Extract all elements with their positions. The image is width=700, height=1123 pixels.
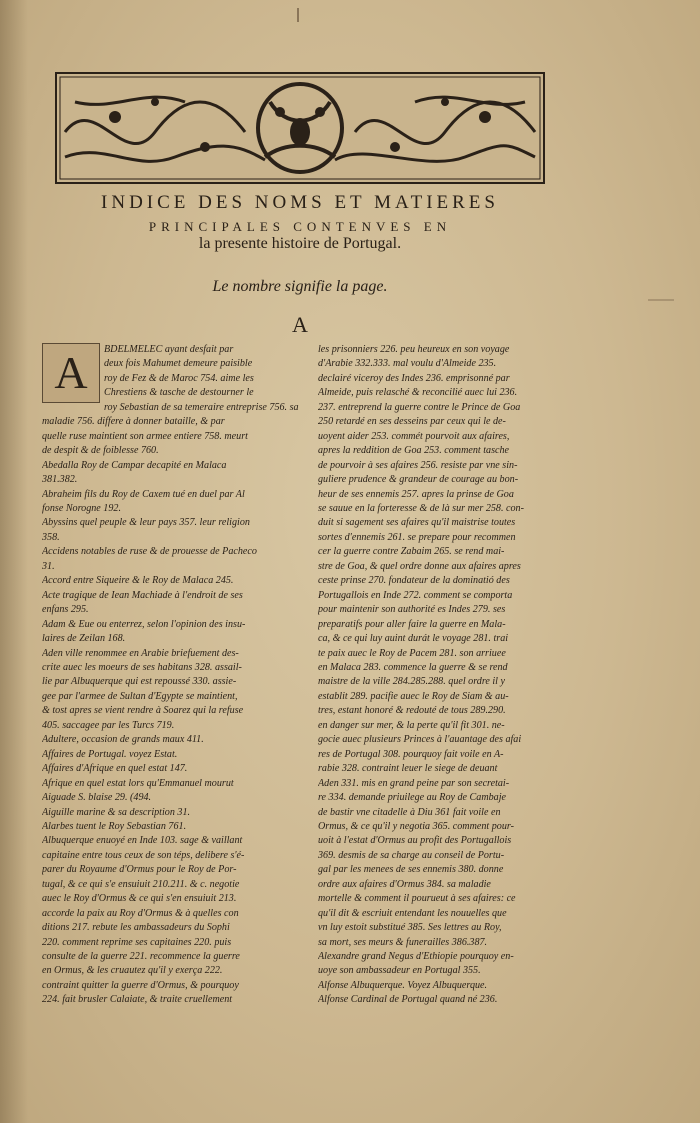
index-line: contraint quitter la guerre d'Ormus, & pourquoy [42, 979, 239, 991]
index-line: Affaires de Portugal. voyez Estat. [42, 748, 178, 760]
index-line: heur de ses ennemis 257. apres la prinse de Goa [318, 488, 514, 500]
index-line: gal par les menees de ses ennemis 380. donne [318, 864, 504, 876]
index-line: BDELMELEC ayant desfait par [104, 344, 234, 355]
index-line: laires de Zeilan 168. [42, 633, 126, 645]
index-line: 250 retardé en ses desseins par ceux qui le de- [318, 416, 506, 428]
index-line: de despit & de foiblesse 760. [42, 445, 159, 457]
index-line: Aden ville renommee en Arabie briefuement des- [42, 647, 239, 659]
index-line: les prisonniers 226. peu heureux en son voyage [318, 344, 510, 355]
page-gutter-shadow [0, 0, 28, 1123]
index-line: gocie auec plusieurs Princes à l'auantage des afai [318, 734, 522, 746]
index-line: Ormus, & ce qu'il y negotia 365. comment pour- [318, 820, 514, 832]
index-line: deux fois Mahumet demeure paisible [104, 358, 253, 370]
index-line: auec le Roy d'Ormus & ce qui s'en ensuiuit 213. [42, 893, 237, 905]
index-subtitle: Le nombre signifie la page. [212, 278, 388, 295]
index-line: Alexandre grand Negus d'Ethiopie pourquoy en- [318, 951, 514, 963]
index-line: sortes d'ennemis 261. se prepare pour recommen [318, 531, 516, 543]
index-line: pour maintenir son authorité es Indes 279. ses [318, 604, 506, 616]
index-column-right [318, 343, 570, 1008]
index-line: 31. [42, 560, 55, 572]
index-line: roy de Fez & de Maroc 754. aime les [104, 372, 254, 384]
index-line: ca, & ce qui luy auint durát le voyage 281. trai [318, 633, 509, 645]
index-line: Afrique en quel estat lors qu'Emmanuel mourut [42, 777, 234, 789]
index-line: 220. comment reprime ses capitaines 220. puis [42, 936, 232, 948]
index-line: ditions 217. rebute les ambassadeurs du Sophi [42, 922, 230, 934]
index-line: accorde la paix au Roy d'Ormus & à quelles con [42, 907, 239, 919]
index-line: quelle ruse maintient son armee entiere 758. meurt [42, 430, 248, 442]
index-title-line2: PRINCIPALES CONTENVES EN [148, 219, 452, 234]
index-line: uoyent aider 253. commét pourvoit aux afaires, [318, 430, 510, 442]
index-line: d'Arabie 332.333. mal voulu d'Almeide 235. [318, 358, 497, 370]
index-line: tugal, & ce qui s'e ensuiuit 210.211. & c. negotie [42, 878, 240, 890]
index-line: Affaires d'Afrique en quel estat 147. [42, 763, 188, 775]
index-line: de pourvoir à ses afaires 256. resiste par vne sin- [318, 459, 518, 471]
index-line: preparatifs pour aller faire la guerre en Mala- [318, 618, 506, 630]
index-line: rabie 328. contraint leuer le siege de deuant [318, 763, 498, 775]
index-line: Alfonse Albuquerque. Voyez Albuquerque. [318, 979, 488, 991]
index-line: maistre de la ville 284.285.288. quel ordre il y [318, 676, 505, 688]
index-line: Aden 331. mis en grand peine par son secretai- [318, 777, 510, 789]
pin-mark [648, 296, 674, 304]
index-line: Portugallois en Inde 272. comment se comporta [318, 589, 513, 601]
index-line: maladie 756. differe à donner bataille, & par [42, 416, 225, 428]
index-line: mortelle & comment il pourueut à ses afaires: ce [318, 893, 516, 905]
index-line: Abedalla Roy de Campar decapité en Malaca [42, 459, 227, 471]
index-line: ceste prinse 270. fondateur de la dominatió des [318, 575, 510, 587]
index-line: stre de Goa, & quel ordre donne aux afaires apres [318, 560, 521, 572]
index-line: Abyssins quel peuple & leur pays 357. leur religion [42, 517, 250, 529]
index-line: Acte tragique de Iean Machiade à l'endroit de ses [42, 589, 243, 601]
index-line: crite auec les moeurs de ses habitans 328. assail- [42, 661, 242, 673]
index-line: qu'il dit & escriuit entendant les nouuelles que [318, 907, 507, 919]
index-line: consulte de la guerre 221. recommence la guerre [42, 951, 240, 963]
ornamental-headpiece [55, 72, 545, 184]
index-title: INDICE DES NOMS ET MATIERES [101, 192, 499, 213]
index-line: parer du Royaume d'Ormus pour le Roy de Por- [42, 864, 237, 876]
index-title-line3: la presente histoire de Portugal. [198, 235, 402, 252]
index-line: re 334. demande priuilege au Roy de Cambaje [318, 792, 507, 804]
index-line: establit 289. pacifie auec le Roy de Siam & au- [318, 690, 509, 702]
index-line: & tost apres se vient rendre à Soarez qui la refuse [42, 705, 244, 717]
index-line: de bastir vne citadelle à Diu 361 fait voile en [318, 806, 501, 818]
index-line: 369. desmis de sa charge au conseil de Portu- [318, 849, 505, 861]
index-line: te paix auec le Roy de Pacem 281. son arriuee [318, 647, 506, 659]
index-line: res de Portugal 308. pourquoy fait voile en A- [318, 748, 504, 760]
index-line: gee par l'armee de Sultan d'Egypte se maintient, [42, 690, 238, 702]
index-line: 358. [42, 531, 60, 543]
index-line: Almeide, puis relasché & reconcilié auec lui 236. [318, 387, 518, 399]
index-line: Alfonse Cardinal de Portugal quand né 236. [318, 994, 498, 1006]
binding-mark [297, 8, 299, 22]
index-line: Adultere, occasion de grands maux 411. [42, 734, 204, 746]
index-line: Aiguade S. blaise 29. (494. [42, 792, 152, 804]
index-line: capitaine entre tous ceux de son téps, delibere s'é- [42, 849, 245, 861]
drop-cap [42, 343, 100, 403]
index-line: ordre aux afaires d'Ormus 384. sa maladie [318, 878, 491, 890]
index-line: 224. fait brusler Calaiate, & traite cruellement [42, 994, 233, 1006]
drop-cap-letter: A [54, 347, 88, 398]
index-line: Aiguille marine & sa description 31. [42, 806, 191, 818]
index-line: guliere prudence & grandeur de courage au bon- [318, 474, 519, 486]
section-letter: A [292, 312, 308, 337]
index-line: 237. entreprend la guerre contre le Prince de Goa [318, 401, 521, 413]
index-line: duit si sagement ses afaires qu'il maistrise toutes [318, 517, 516, 529]
index-line: uoye son ambassadeur en Portugal 355. [318, 965, 481, 977]
index-line: Adam & Eue ou enterrez, selon l'opinion des insu- [42, 618, 246, 630]
index-line: lie par Albuquerque qui est repoussé 330. assie- [42, 676, 237, 688]
index-line: enfans 295. [42, 604, 89, 616]
index-line: uoit à l'estat d'Ormus au profit des Portugallois [318, 835, 512, 847]
index-line: Chrestiens & tasche de destourner le [104, 387, 254, 399]
index-line: Abraheim fils du Roy de Caxem tué en duel par Al [42, 488, 245, 500]
index-line: Accord entre Siqueire & le Roy de Malaca 245. [42, 575, 234, 587]
index-line: 381.382. [42, 474, 78, 486]
index-line: Albuquerque enuoyé en Inde 103. sage & vaillant [42, 835, 243, 847]
index-line: fonse Norogne 192. [42, 502, 121, 514]
index-line: sa mort, ses meurs & funerailles 386.387. [318, 936, 488, 948]
index-line: vn luy estoit substitué 385. Ses lettres au Roy, [318, 922, 502, 934]
index-line: se sauue en la forteresse & de là sur mer 258. con- [318, 502, 524, 514]
index-line: tres, estant honoré & redouté de tous 289.290. [318, 705, 506, 717]
index-line: 405. saccagee par les Turcs 719. [42, 719, 175, 731]
index-line: apres la reddition de Goa 253. comment tasche [318, 445, 510, 457]
index-line: en danger sur mer, & la perte qu'il fit 301. ne- [318, 719, 505, 731]
index-line: en Malaca 283. commence la guerre & se rend [318, 661, 508, 673]
index-line: declairé viceroy des Indes 236. emprisonné par [318, 372, 510, 384]
index-line: Accidens notables de ruse & de prouesse de Pacheco [42, 546, 257, 558]
index-line: en Ormus, & les cruautez qu'il y exerça 222. [42, 965, 223, 977]
index-column-left [42, 343, 300, 1008]
index-line: Alarbes tuent le Roy Sebastian 761. [42, 820, 187, 832]
index-line: roy Sebastian de sa temeraire entreprise 756. sa [104, 401, 299, 413]
index-line: cer la guerre contre Zabaim 265. se rend mai- [318, 546, 505, 558]
